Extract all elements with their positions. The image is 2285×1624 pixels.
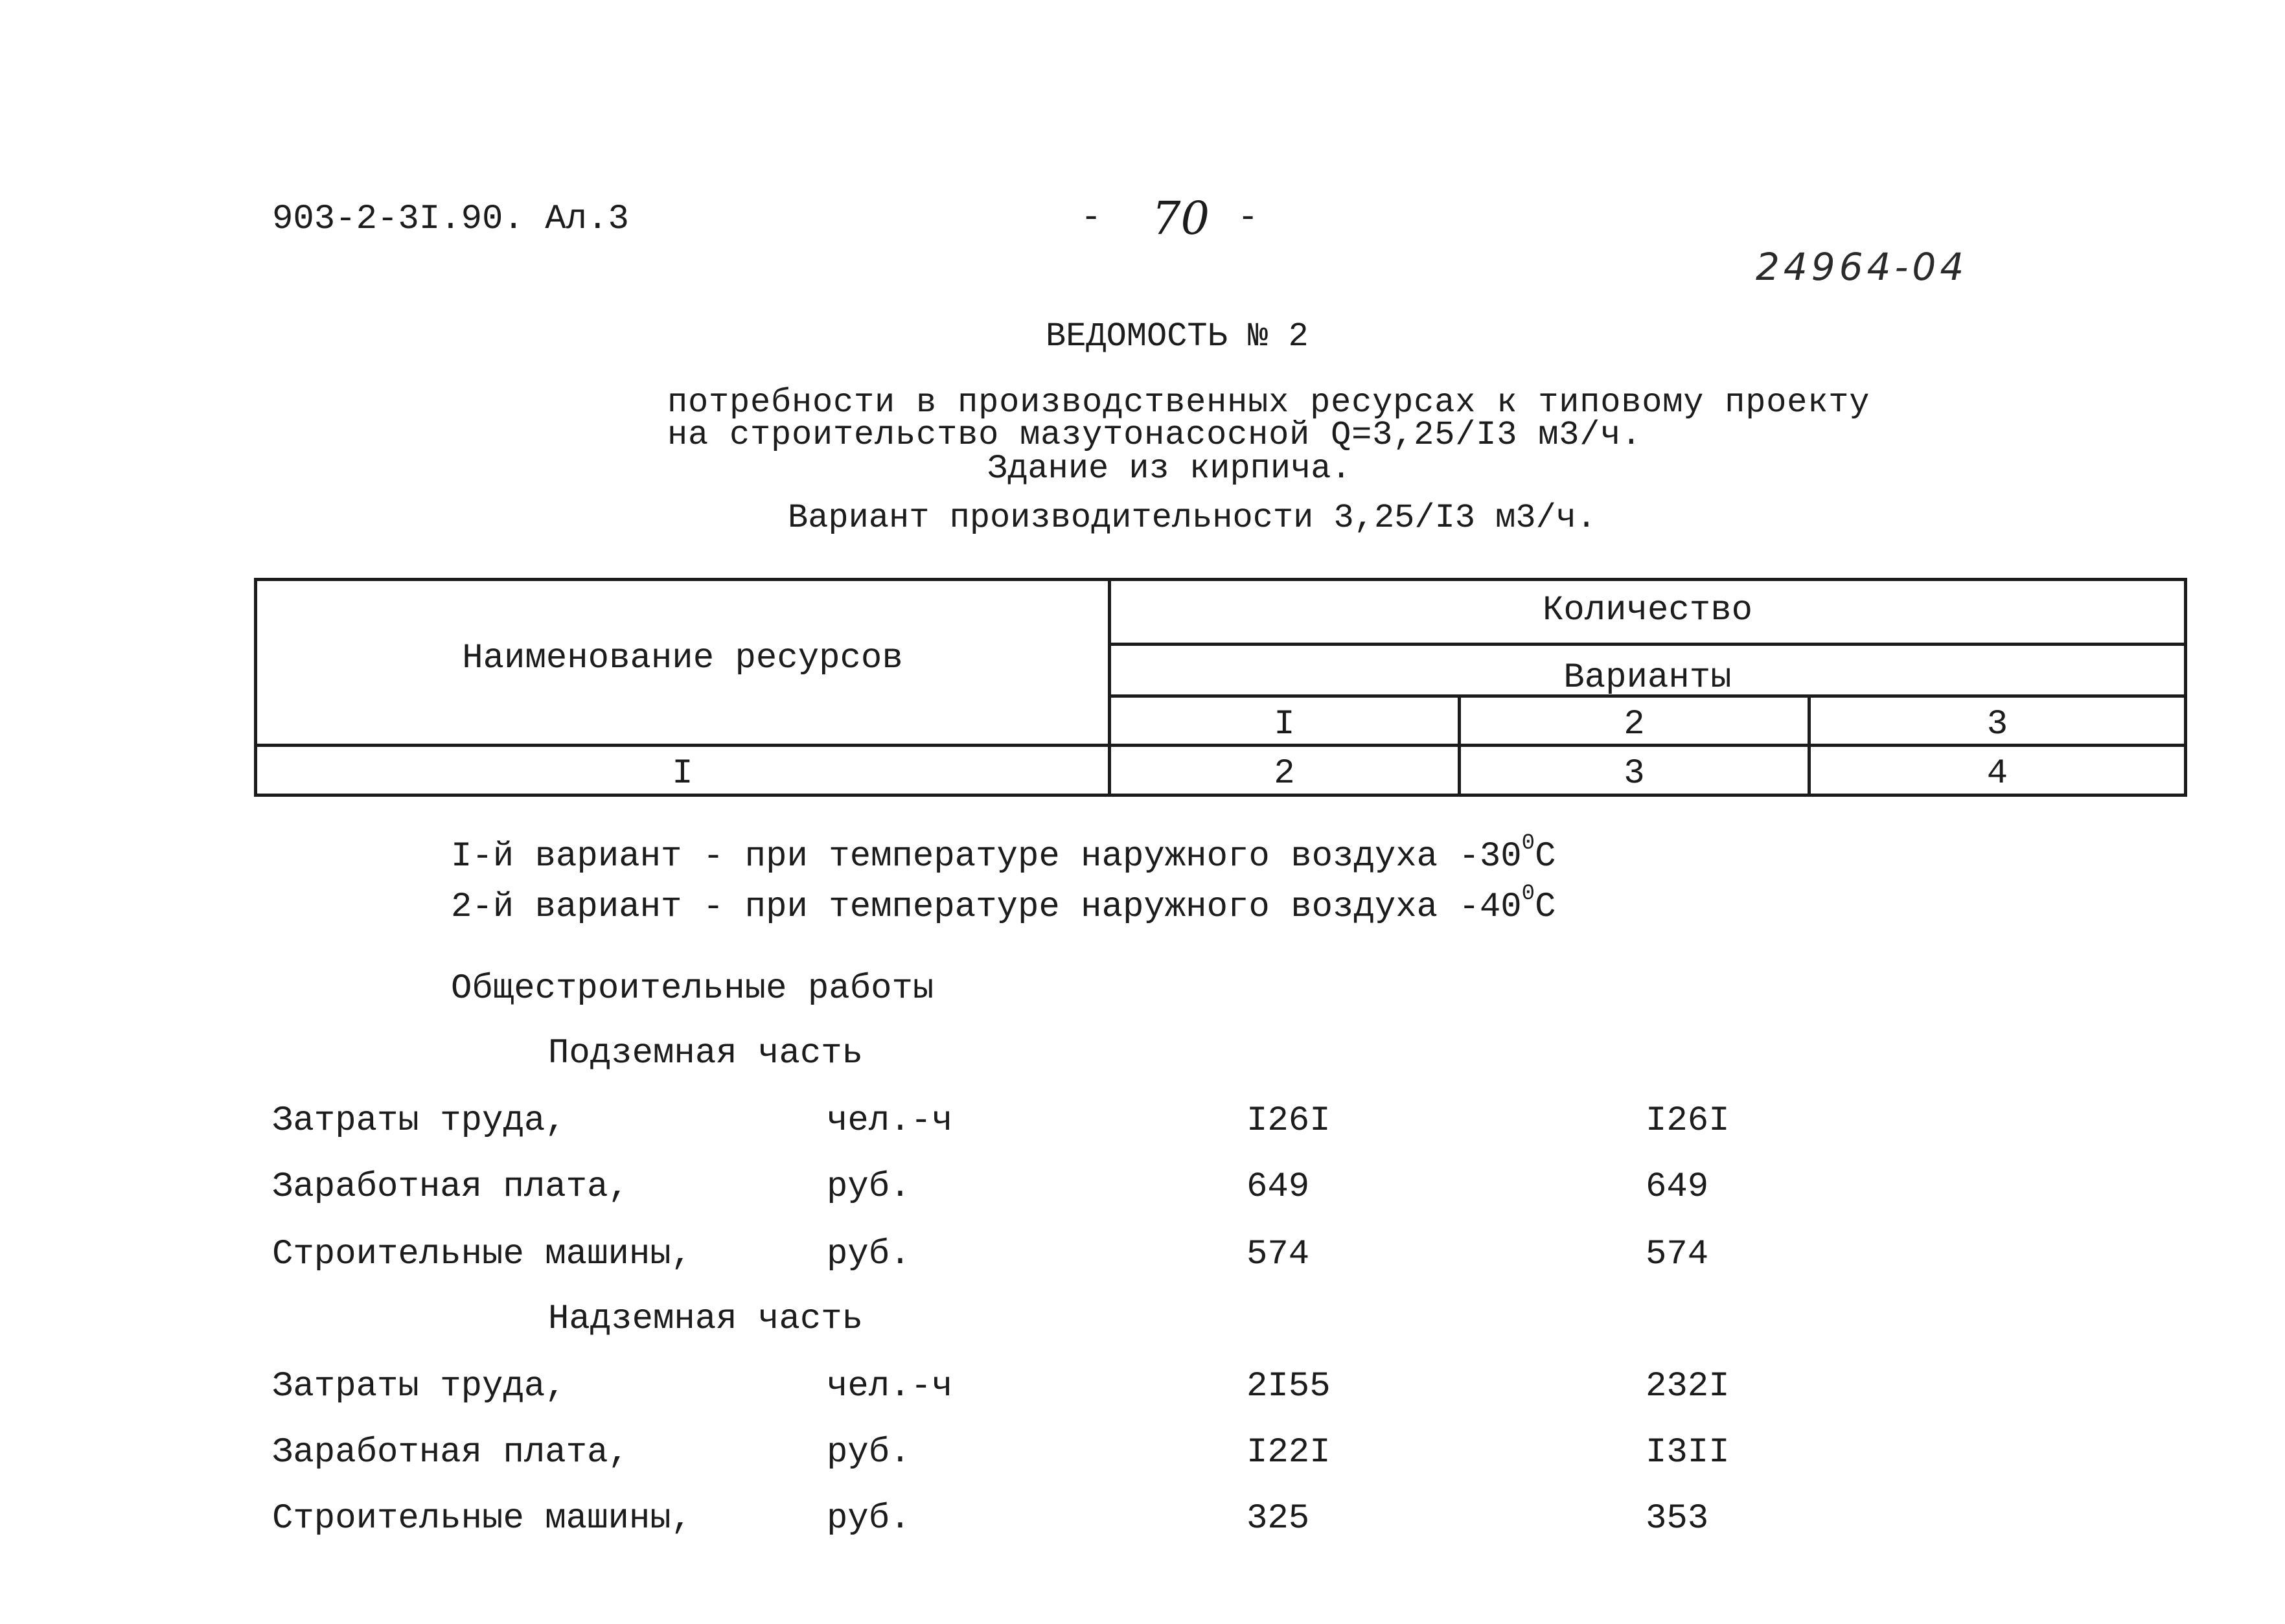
row-unit: руб. [827,1167,911,1207]
table-rule-quantity [1109,643,2187,646]
row-value-variant-2: I26I [1646,1101,1730,1141]
row-value-variant-2: I3II [1646,1433,1730,1472]
row-name: Строительные машины, [272,1235,693,1274]
row-unit: руб. [827,1499,911,1538]
page-number: 70 [1152,192,1210,245]
inventory-number: 24964-04 [1756,245,1968,289]
page-dash-right: - [1237,198,1259,238]
variant-number-3: 3 [1986,705,2008,744]
title-line-3: Здание из кирпича. [987,450,1351,488]
row-value-variant-1: 325 [1246,1499,1310,1538]
variants-header: Варианты [1563,658,1732,698]
resource-name-header: Наименование ресурсов [462,639,903,678]
row-name: Строительные машины, [272,1499,693,1538]
column-number-4: 4 [1986,754,2008,794]
aboveground-title: Надземная часть [548,1299,864,1339]
column-number-3: 3 [1624,754,1645,794]
row-value-variant-1: 2I55 [1246,1367,1331,1406]
row-unit: чел.-ч [827,1367,953,1406]
row-name: Заработная плата, [272,1433,629,1472]
row-value-variant-1: I22I [1246,1433,1331,1472]
row-value-variant-2: 232I [1646,1367,1730,1406]
variant-number-1: I [1274,705,1295,744]
title-line-4: Вариант производительности 3,25/I3 м3/ч. [788,499,1597,537]
section-title: Общестроительные работы [451,969,934,1009]
row-value-variant-1: 574 [1246,1235,1310,1274]
row-unit: чел.-ч [827,1101,953,1141]
row-value-variant-1: I26I [1246,1101,1331,1141]
page-dash-left: - [1081,198,1102,238]
variant-number-2: 2 [1624,705,1645,744]
row-value-variant-1: 649 [1246,1167,1310,1207]
row-value-variant-2: 353 [1646,1499,1709,1538]
column-number-1: I [672,754,693,794]
statement-heading: ВЕДОМОСТЬ № 2 [1046,317,1309,356]
underground-title: Подземная часть [548,1034,864,1073]
quantity-header: Количество [1542,591,1753,630]
row-value-variant-2: 574 [1646,1235,1709,1274]
row-unit: руб. [827,1235,911,1274]
title-line-2: на строительство мазутонасосной Q=3,25/I3 м3/ч. [667,416,1642,454]
variant-note-2: 2-й вариант - при температуре наружного воздуха $-40^0C$ [451,882,1556,927]
row-unit: руб. [827,1433,911,1472]
variant-note-1: I-й вариант - при температуре наружного воздуха $-30^0C$ [451,831,1556,876]
row-name: Затраты труда, [272,1101,566,1141]
document-code: 903-2-3I.90. Ал.3 [272,200,629,239]
row-name: Заработная плата, [272,1167,629,1207]
title-line-1: потребности в производственных ресурсах к типовому проекту [667,383,1870,422]
row-value-variant-2: 649 [1646,1167,1709,1207]
row-name: Затраты труда, [272,1367,566,1406]
column-number-2: 2 [1274,754,1295,794]
